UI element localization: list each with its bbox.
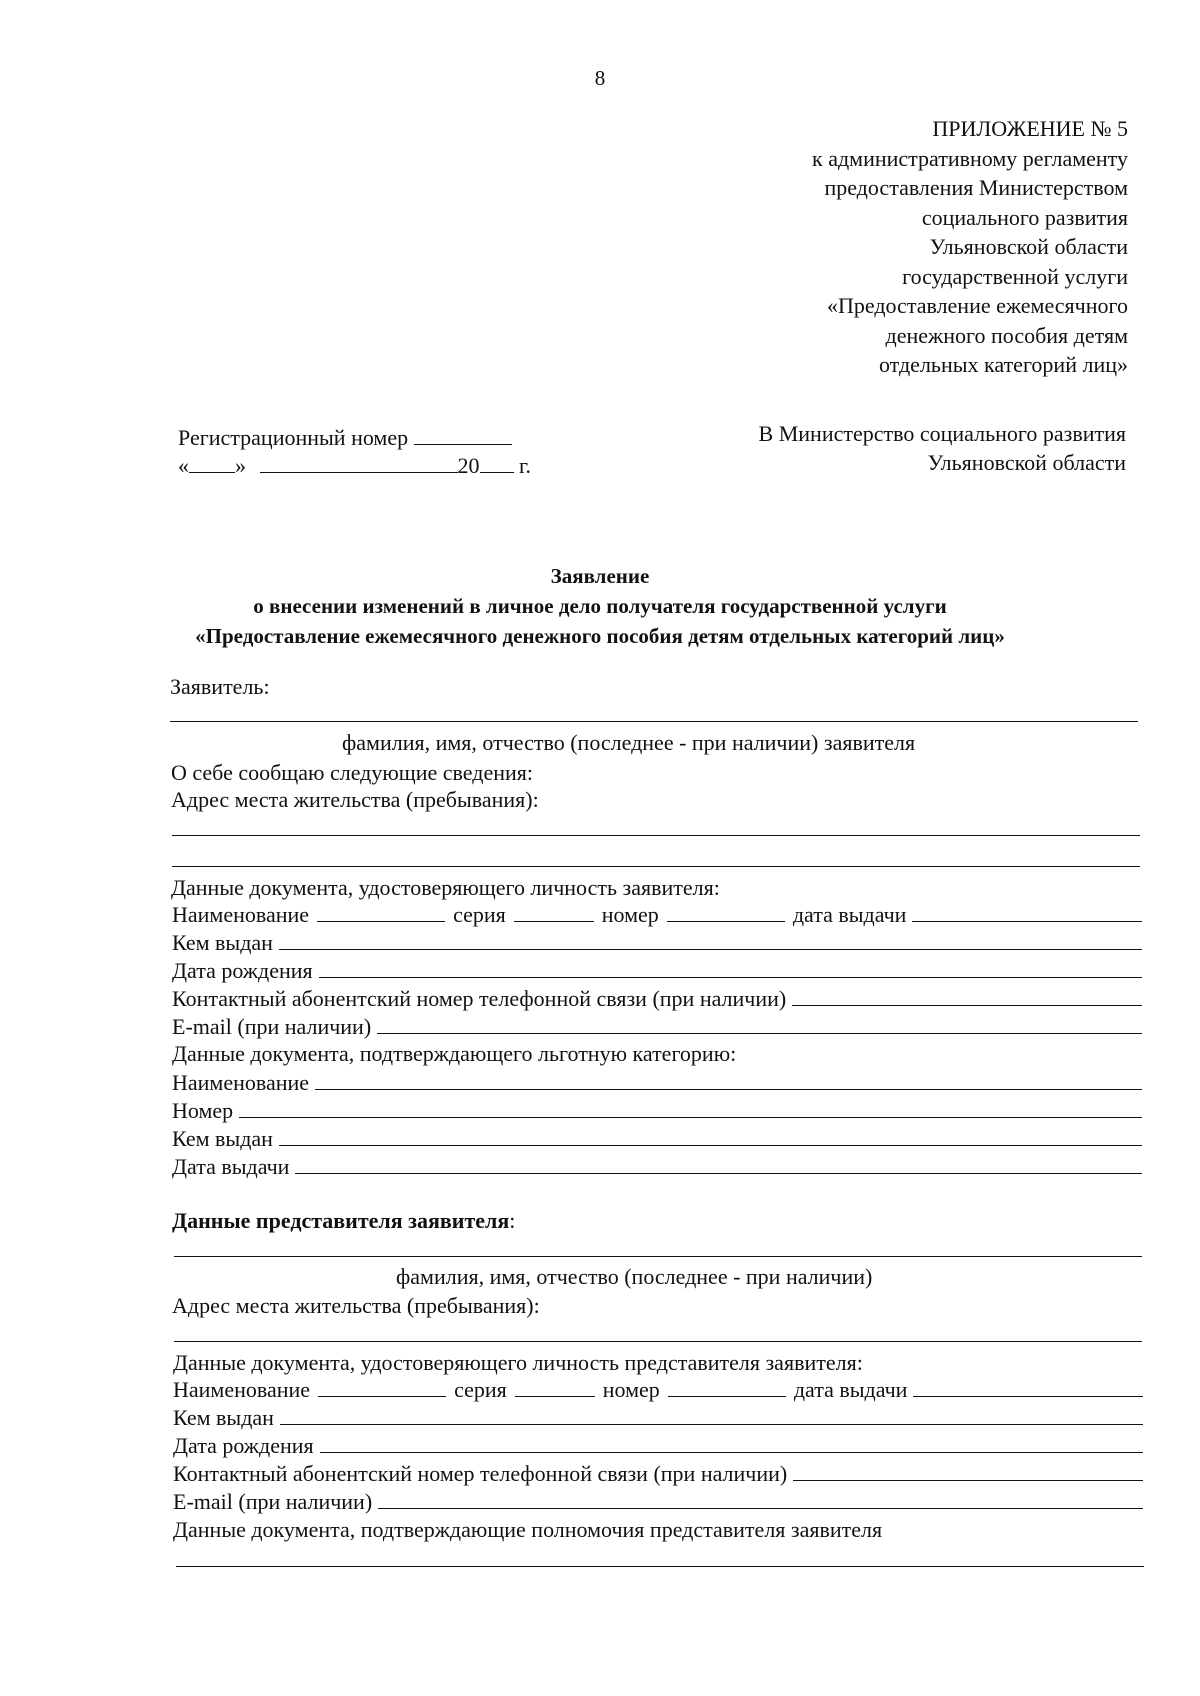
number-label: номер: [601, 902, 659, 927]
rep-name-label: Наименование: [173, 1377, 311, 1402]
rep-phone-row: [173, 1460, 1143, 1488]
rep-birth-date-label: Дата рождения: [173, 1433, 314, 1458]
rep-birth-date-row: [173, 1432, 1143, 1460]
benefit-issue-date-row: [172, 1153, 1142, 1181]
benefit-name-row: [172, 1069, 1142, 1097]
rep-id-number-field[interactable]: [668, 1376, 786, 1397]
issue-date-label: дата выдачи: [792, 902, 907, 927]
rep-email-field[interactable]: [378, 1490, 1143, 1509]
registration-number-label: Регистрационный номер: [178, 425, 409, 450]
appendix-block: [812, 114, 1128, 380]
representative-address-field[interactable]: [174, 1341, 1142, 1342]
applicant-issued-by-row: [172, 929, 1142, 957]
representative-heading: [172, 1207, 515, 1235]
appendix-line: социального развития: [921, 204, 1128, 230]
applicant-name-field[interactable]: [170, 721, 1138, 722]
applicant-id-doc-row: [172, 901, 1142, 929]
rep-email-label: E-mail (при наличии): [173, 1489, 373, 1514]
title-line: о внесении изменений в личное дело получателя государственной услуги: [253, 594, 947, 618]
rep-issued-by-label: Кем выдан: [173, 1405, 274, 1430]
rep-authority-doc-label: Данные документа, подтверждающие полномочия представителя заявителя: [173, 1517, 883, 1542]
email-field[interactable]: [377, 1015, 1142, 1034]
issued-by-field[interactable]: [279, 931, 1142, 950]
registration-number-field[interactable]: [414, 424, 512, 445]
appendix-line: предоставления Министерством: [824, 175, 1128, 200]
benefit-name-label: Наименование: [172, 1070, 310, 1095]
date-year-prefix: 20: [457, 453, 480, 478]
birth-date-field[interactable]: [319, 959, 1142, 978]
id-name-field[interactable]: [317, 901, 445, 922]
addressee-line: Ульяновской области: [927, 450, 1126, 475]
date-close-quote: »: [235, 453, 246, 478]
benefit-issued-by-field[interactable]: [279, 1127, 1142, 1146]
rep-issued-by-field[interactable]: [280, 1406, 1143, 1425]
rep-id-issue-date-field[interactable]: [913, 1378, 1143, 1397]
rep-phone-label: Контактный абонентский номер телефонной связи (при наличии): [173, 1461, 788, 1486]
benefit-number-field[interactable]: [239, 1099, 1142, 1118]
applicant-address-label: Адрес места жительства (пребывания):: [171, 787, 539, 812]
birth-date-label: Дата рождения: [172, 958, 313, 983]
issued-by-label: Кем выдан: [172, 930, 273, 955]
appendix-line: «Предоставление ежемесячного: [826, 293, 1128, 318]
representative-id-doc-row: [173, 1376, 1143, 1404]
registration-block: [178, 424, 531, 480]
appendix-line: к административному регламенту: [812, 145, 1128, 171]
phone-label: Контактный абонентский номер телефонной связи (при наличии): [172, 986, 787, 1011]
applicant-label: Заявитель:: [170, 674, 270, 699]
addressee-block: [759, 419, 1126, 477]
id-series-field[interactable]: [514, 901, 594, 922]
rep-series-label: серия: [454, 1377, 507, 1402]
addressee-line: В Министерство социального развития: [758, 421, 1126, 446]
benefit-issued-by-row: [172, 1125, 1142, 1153]
document-title: [0, 561, 1200, 651]
rep-authority-doc-field[interactable]: [176, 1566, 1144, 1567]
benefit-number-row: [172, 1097, 1142, 1125]
rep-id-name-field[interactable]: [318, 1376, 446, 1397]
benefit-issue-date-label: Дата выдачи: [172, 1154, 290, 1179]
rep-issued-by-row: [173, 1404, 1143, 1432]
representative-id-doc-heading: Данные документа, удостоверяющего личность представителя заявителя:: [173, 1350, 863, 1375]
email-label: E-mail (при наличии): [172, 1014, 372, 1039]
rep-number-label: номер: [602, 1377, 660, 1402]
benefit-name-field[interactable]: [315, 1071, 1142, 1090]
rep-email-row: [173, 1488, 1143, 1516]
applicant-phone-row: [172, 985, 1142, 1013]
date-day-field[interactable]: [189, 452, 235, 473]
name-label: Наименование: [172, 902, 310, 927]
phone-field[interactable]: [792, 987, 1142, 1006]
applicant-birth-date-row: [172, 957, 1142, 985]
appendix-line: денежного пособия детям: [885, 322, 1128, 348]
id-issue-date-field[interactable]: [912, 903, 1142, 922]
applicant-id-doc-heading: Данные документа, удостоверяющего личность заявителя:: [171, 875, 720, 900]
representative-heading-colon: :: [509, 1208, 516, 1233]
rep-birth-date-field[interactable]: [320, 1434, 1143, 1453]
representative-name-field[interactable]: [174, 1256, 1142, 1257]
rep-id-series-field[interactable]: [515, 1376, 595, 1397]
date-open-quote: «: [178, 453, 189, 478]
applicant-name-caption: фамилия, имя, отчество (последнее - при наличии) заявителя: [342, 730, 916, 755]
applicant-about: О себе сообщаю следующие сведения:: [171, 760, 534, 785]
representative-heading-text: Данные представителя заявителя: [172, 1208, 510, 1233]
representative-name-caption: фамилия, имя, отчество (последнее - при наличии): [396, 1264, 873, 1289]
title-line: Заявление: [550, 564, 650, 588]
appendix-line: государственной услуги: [902, 263, 1128, 289]
appendix-line: Ульяновской области: [929, 234, 1128, 259]
series-label: серия: [453, 902, 506, 927]
title-line: «Предоставление ежемесячного денежного пособия детям отдельных категорий лиц»: [195, 624, 1005, 648]
rep-issue-date-label: дата выдачи: [793, 1377, 908, 1402]
id-number-field[interactable]: [667, 901, 785, 922]
benefit-issued-by-label: Кем выдан: [172, 1126, 273, 1151]
benefit-issue-date-field[interactable]: [295, 1155, 1142, 1174]
applicant-address-field-2[interactable]: [172, 866, 1140, 867]
date-year-field[interactable]: [480, 452, 514, 473]
appendix-line: отдельных категорий лиц»: [878, 352, 1128, 377]
benefit-doc-heading: Данные документа, подтверждающего льготную категорию:: [172, 1041, 737, 1066]
page-number: 8: [594, 66, 606, 90]
date-month-field[interactable]: [260, 452, 458, 473]
rep-phone-field[interactable]: [793, 1462, 1143, 1481]
appendix-title: ПРИЛОЖЕНИЕ № 5: [932, 116, 1128, 141]
applicant-email-row: [172, 1013, 1142, 1041]
applicant-address-field-1[interactable]: [172, 835, 1140, 836]
date-year-suffix: г.: [519, 453, 532, 478]
benefit-number-label: Номер: [172, 1098, 234, 1123]
representative-address-label: Адрес места жительства (пребывания):: [172, 1293, 540, 1318]
